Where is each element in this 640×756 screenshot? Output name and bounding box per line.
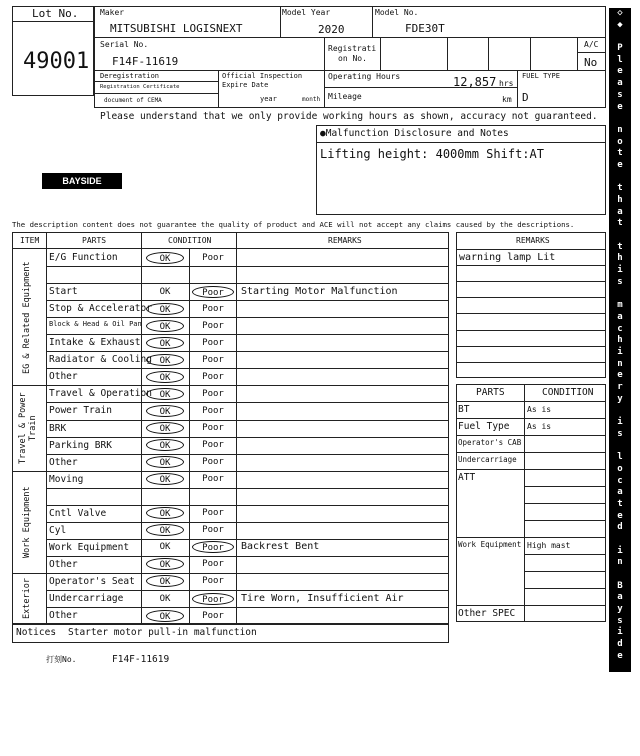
right-part-name: Work Equipment [458, 540, 522, 549]
part-name: Cntl Valve [49, 507, 107, 519]
condition-poor: Poor [202, 354, 224, 365]
serial-value: F14F-11619 [112, 55, 179, 68]
hours-notice: Please understand that we only provide working hours as shown, accuracy not guaranteed. [100, 111, 598, 122]
malfunction-label: ●Malfunction Disclosure and Notes [320, 128, 509, 139]
right-part-name: ATT [458, 472, 476, 483]
condition-ok: OK [146, 320, 184, 332]
condition-poor: Poor [202, 337, 224, 348]
part-name: Intake & Exhaust [49, 337, 141, 349]
condition-ok: OK [146, 524, 184, 536]
stamp-value: F14F-11619 [112, 654, 170, 665]
part-name: Stop & Accelerator [49, 303, 152, 315]
part-name: Work Equipment [49, 541, 130, 553]
part-name: Radiator & Cooling [49, 354, 152, 366]
mileage-label: Mileage [328, 92, 362, 101]
notices-label: Notices [16, 627, 57, 638]
condition-ok: OK [146, 575, 184, 587]
condition-ok: OK [159, 593, 171, 604]
ac-label: A/C [584, 40, 599, 49]
condition-ok: OK [146, 405, 184, 417]
row-remark: Tire Worn, Insufficient Air [241, 592, 404, 604]
part-name: Travel & Operation [49, 388, 152, 400]
condition-ok: OK [146, 371, 184, 383]
serial-label: Serial No. [100, 40, 149, 49]
maker-label: Maker [100, 8, 125, 17]
condition-poor: Poor [192, 593, 234, 605]
part-name: Start [49, 286, 78, 298]
right-remarks-header: REMARKS [516, 236, 550, 245]
condition-poor: Poor [202, 440, 224, 451]
condition-poor: Poor [202, 525, 224, 536]
condition-ok: OK [159, 286, 171, 297]
right-part-condition: As is [527, 422, 552, 431]
part-name: BRK [49, 422, 67, 434]
condition-poor: Poor [202, 320, 224, 331]
condition-ok: OK [146, 610, 184, 622]
right-part-name: Operator's CAB [458, 438, 522, 447]
right-part-name: BT [458, 404, 470, 415]
condition-poor: Poor [202, 388, 224, 399]
lot-number: 49001 [23, 49, 90, 74]
row-remark: Backrest Bent [241, 541, 320, 553]
right-part-name: Other SPEC [458, 608, 516, 619]
model-no-value: FDE30T [405, 22, 445, 35]
part-name: Power Train [49, 405, 112, 417]
yard-badge [42, 173, 122, 189]
condition-ok: OK [146, 422, 184, 434]
right-part-condition: As is [527, 405, 552, 414]
right-part-name: Fuel Type [458, 421, 510, 432]
condition-ok: OK [146, 473, 184, 485]
cema-label: document of CEMA [104, 97, 162, 104]
hrs-label: hrs [499, 79, 514, 88]
part-name: Cyl [49, 524, 67, 536]
right-part-condition: High mast [527, 541, 571, 550]
part-name: Other [49, 610, 78, 622]
km-label: km [502, 95, 512, 104]
stamp-label: 打刻No. [46, 655, 77, 664]
condition-ok: OK [146, 303, 184, 315]
lot-label: Lot No. [32, 7, 79, 20]
condition-ok: OK [146, 388, 184, 400]
fuel-type-label: FUEL TYPE [522, 72, 560, 80]
inspection-label-2: Expire Date [222, 81, 269, 89]
ac-value: No [584, 56, 598, 69]
fuel-type-value: D [522, 91, 529, 104]
group-exterior: Exterior [22, 578, 32, 620]
part-name: E/G Function [49, 252, 118, 263]
header-condition: CONDITION [168, 236, 212, 245]
right-condition-header: CONDITION [542, 387, 594, 398]
header-item: ITEM [20, 236, 40, 245]
condition-poor: Poor [202, 371, 224, 382]
condition-poor: Poor [202, 303, 224, 314]
header-parts: PARTS [82, 236, 107, 245]
yard-badge-text: BAYSIDE [62, 176, 102, 186]
header-remarks: REMARKS [328, 236, 362, 245]
condition-poor: Poor [202, 423, 224, 433]
right-remark-line: warning lamp Lit [459, 252, 556, 263]
deregistration-label: Deregistration [100, 72, 160, 80]
condition-poor: Poor [202, 559, 224, 570]
year-label: year [260, 95, 277, 103]
model-year-label: Model Year [282, 8, 331, 17]
part-name: Other [49, 558, 78, 570]
reg-cert-label: Registration Certificate [100, 84, 180, 90]
condition-ok: OK [159, 542, 171, 553]
condition-poor: Poor [192, 541, 234, 553]
condition-ok: OK [146, 507, 184, 519]
condition-poor: Poor [202, 474, 224, 485]
part-name: Operator's Seat [49, 575, 135, 587]
group-eg-related: EG & Related Equipment [22, 261, 32, 374]
part-name: Moving [49, 473, 84, 485]
part-name: Block & Head & Oil Pan [49, 320, 142, 329]
maker-value: MITSUBISHI LOGISNEXT [110, 22, 243, 35]
month-label: month [302, 96, 321, 103]
disclaimer: The description content does not guarantee the quality of product and ACE will not accept any claims caused by the descriptions. [12, 220, 575, 229]
condition-poor: Poor [202, 457, 224, 468]
part-name: Other [49, 371, 78, 383]
malfunction-text: Lifting height: 4000mm Shift:AT [320, 147, 544, 161]
part-name: Undercarriage [49, 593, 124, 604]
condition-ok: OK [146, 439, 184, 451]
notices-text: Starter motor pull-in malfunction [68, 627, 257, 638]
operating-hours-label: Operating Hours [328, 72, 401, 81]
group-travel-power: Travel & Power Train [18, 392, 38, 464]
model-year-value: 2020 [318, 23, 345, 36]
group-work-equipment: Work Equipment [22, 486, 32, 558]
condition-poor: Poor [192, 286, 234, 298]
part-name: Parking BRK [49, 439, 112, 451]
condition-poor: Poor [202, 610, 224, 621]
row-remark: Starting Motor Malfunction [241, 285, 398, 297]
condition-ok: OK [146, 337, 184, 349]
inspection-label-1: Official Inspection [222, 72, 303, 80]
condition-ok: OK [146, 558, 184, 570]
condition-ok: OK [146, 456, 184, 468]
operating-hours-value: 12,857 [453, 75, 497, 89]
right-part-name: Undercarriage [458, 455, 517, 464]
location-sidebar: ◇ ◆ P l e a s e n o t e t h a t t h i s m a c h i n e r y i s l o c a t e d i n B a y s i d e Y a r d ◆ ◇ [609, 8, 631, 672]
part-name: Other [49, 456, 78, 468]
registration-label-1: Registrati [328, 44, 377, 53]
right-parts-header: PARTS [476, 387, 505, 398]
registration-label-2: on No. [338, 54, 367, 63]
condition-poor: Poor [202, 405, 224, 416]
condition-poor: Poor [202, 252, 224, 263]
condition-ok: OK [146, 354, 184, 366]
condition-poor: Poor [202, 508, 224, 519]
model-no-label: Model No. [375, 8, 419, 17]
condition-poor: Poor [202, 576, 224, 587]
condition-ok: OK [146, 252, 184, 264]
